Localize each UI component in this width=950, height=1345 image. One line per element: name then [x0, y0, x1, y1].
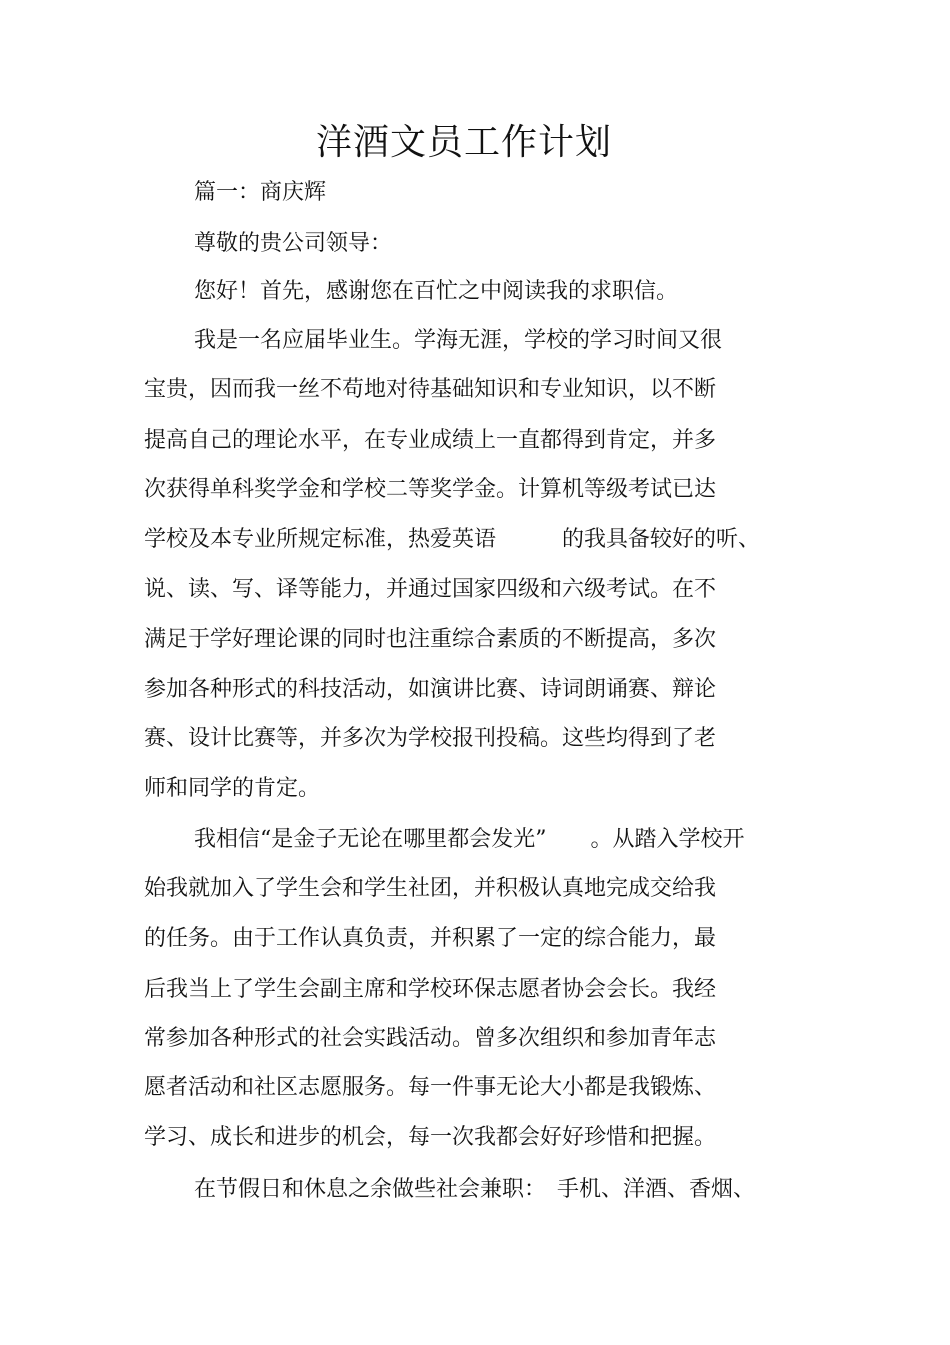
- paragraph-line: 常参加各种形式的社会实践活动。曾多次组织和参加青年志: [144, 1026, 717, 1051]
- paragraph-line: 学习、成长和进步的机会，每一次我都会好好珍惜和把握。: [144, 1125, 717, 1150]
- paragraph-line: 宝贵，因而我一丝不苟地对待基础知识和专业知识，以不断: [144, 377, 717, 402]
- paragraph-line: 愿者活动和社区志愿服务。每一件事无论大小都是我锻炼、: [144, 1075, 717, 1100]
- paragraph-line: 的任务。由于工作认真负责，并积累了一定的综合能力，最: [144, 926, 717, 951]
- paragraph-line: 满足于学好理论课的同时也注重综合素质的不断提高，多次: [144, 627, 717, 652]
- paragraph-line: 我相信“是金子无论在哪里都会发光” 。从踏入学校开: [194, 827, 745, 852]
- paragraph-line: 赛、设计比赛等，并多次为学校报刊投稿。这些均得到了老: [144, 726, 717, 751]
- paragraph-line: 学校及本专业所规定标准，热爱英语 的我具备较好的听、: [144, 527, 761, 552]
- section-heading: 篇一：商庆辉: [194, 180, 327, 205]
- document-title: 洋酒文员工作计划: [315, 122, 612, 163]
- paragraph-line: 始我就加入了学生会和学生社团，并积极认真地完成交给我: [144, 876, 717, 901]
- paragraph-line: 参加各种形式的科技活动，如演讲比赛、诗词朗诵赛、辩论: [144, 677, 717, 702]
- paragraph-line: 说、读、写、译等能力，并通过国家四级和六级考试。在不: [144, 577, 717, 602]
- paragraph-line: 师和同学的肯定。: [144, 776, 321, 801]
- greeting-line: 您好！首先，感谢您在百忙之中阅读我的求职信。: [194, 279, 679, 304]
- salutation: 尊敬的贵公司领导：: [194, 231, 393, 256]
- paragraph-line: 后我当上了学生会副主席和学校环保志愿者协会会长。我经: [144, 977, 717, 1002]
- paragraph-line: 提高自己的理论水平，在专业成绩上一直都得到肯定，并多: [144, 428, 717, 453]
- paragraph-line: 在节假日和休息之余做些社会兼职： 手机、洋酒、香烟、: [194, 1177, 756, 1202]
- paragraph-line: 我是一名应届毕业生。学海无涯，学校的学习时间又很: [194, 328, 723, 353]
- paragraph-line: 次获得单科奖学金和学校二等奖学金。计算机等级考试已达: [144, 477, 717, 502]
